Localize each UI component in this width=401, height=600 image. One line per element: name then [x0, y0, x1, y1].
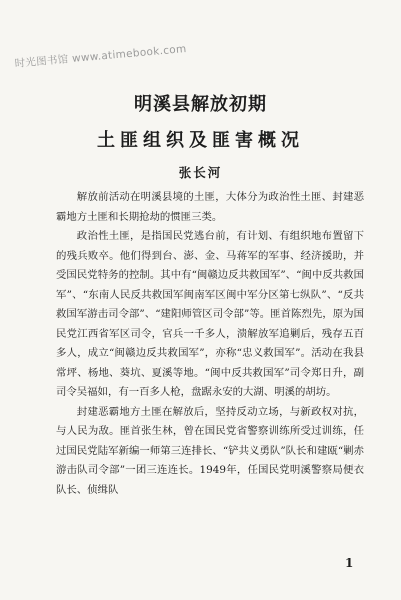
article-title: 明溪县解放初期 — [134, 94, 267, 115]
article-subtitle: 土匪组织及匪害概况 — [97, 130, 304, 151]
article-body — [56, 188, 364, 500]
paragraph: 解放前活动在明溪县境的土匪，大体分为政治性土匪、封建恶霸地方土匪和长期抢劫的惯匪三类。 — [56, 191, 364, 223]
paragraph: 政治性土匪，是指国民党逃台前，有计划、有组织地布置留下的残兵败卒。他们得到台、澎、金、马蒋军的军事、经济援助，并受国民党特务的控制。其中有“闽赣边反共救国军”、“闽中反共救国军”、“东南人民反共救国军闽南军区闽中军分区第七纵队”、“反共救国军游击司令部”、“建阳师管区司令部”等。匪首陈烈先，原为国民党江西省军区司令，官兵一千多人，溃解放军追剿后，残存五百多人，成立“闽赣边反共救国军”，亦称“忠义救国军”。活动在我县常坪、杨地、葵坑、夏溪等地。“闽中反共救国军”司令郑日升，副司令吴福如，有一百多人枪，盘踞永安的大湖、明溪的胡坊。 — [56, 230, 364, 398]
watermark: 时光图书馆 www.atimebook.com — [14, 42, 187, 70]
paragraph: 封建恶霸地方土匪在解放后，坚持反动立场，与新政权对抗，与人民为敌。匪首张生林，曾在国民党省警察训练所受过训练，任过国民党陆军新编一师第三连排长、“铲共义勇队”队长和建瓯“剿赤游击队司令部”一团三连连长。1949年，任国民党明溪警察局便衣队长、侦缉队 — [56, 405, 364, 496]
author-name: 张长河 — [178, 165, 223, 180]
page-number: 1 — [345, 556, 354, 570]
